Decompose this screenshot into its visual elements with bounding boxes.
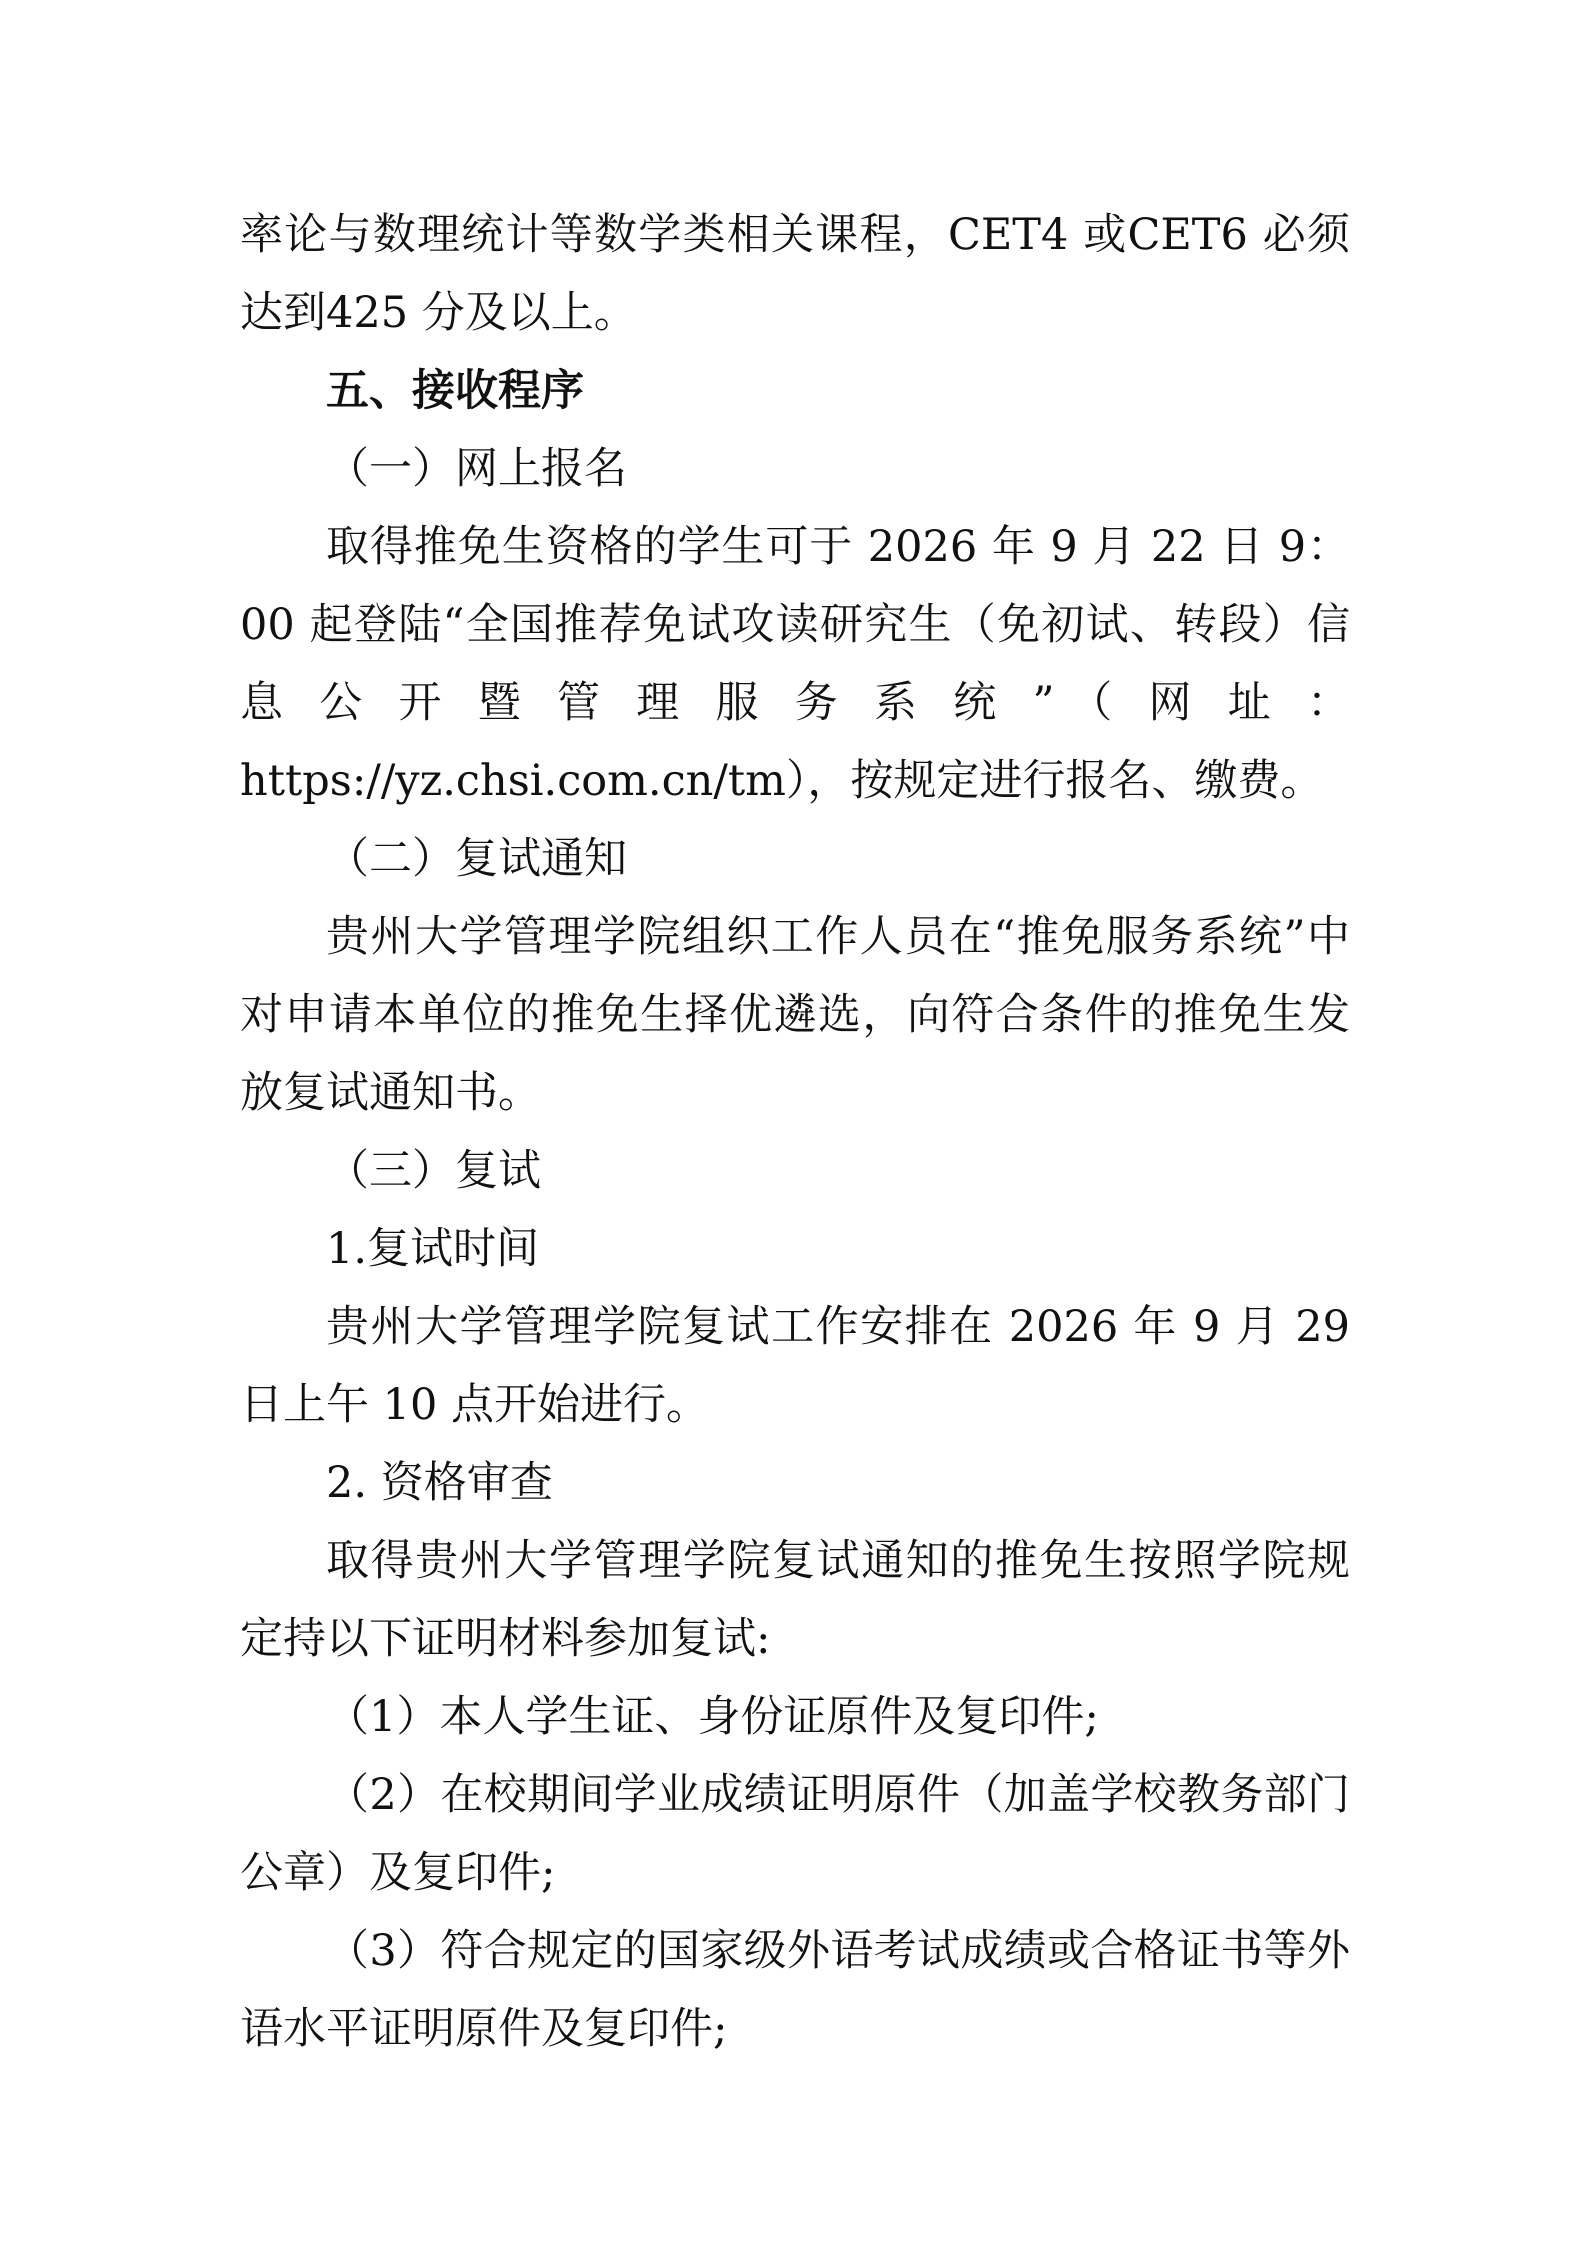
subheading-retest: （三）复试 — [326, 1146, 541, 1196]
document-body — [240, 196, 1350, 2068]
section-heading-admission-procedure: 五、接收程序 — [326, 366, 584, 416]
subheading-online-registration: （一）网上报名 — [326, 444, 627, 494]
subheading-qualification-review: 2. 资格审查 — [326, 1458, 553, 1508]
paragraph-course-requirements: 率论与数理统计等数学类相关课程，CET4 或CET6 必须达到425 分及以上。 — [240, 210, 1350, 338]
paragraph-retest-notice-details: 贵州大学管理学院组织工作人员在“推免服务系统”中对申请本单位的推免生择优遴选，向符合条件的推免生发放复试通知书。 — [240, 912, 1350, 1118]
subheading-retest-time: 1.复试时间 — [326, 1224, 540, 1274]
list-item-language-certificate: （3）符合规定的国家级外语考试成绩或合格证书等外语水平证明原件及复印件; — [240, 1926, 1350, 2054]
list-item-student-id: （1）本人学生证、身份证原件及复印件; — [326, 1692, 1099, 1742]
list-item-transcript: （2）在校期间学业成绩证明原件（加盖学校教务部门公章）及复印件; — [240, 1770, 1350, 1898]
paragraph-qualification-review-details: 取得贵州大学管理学院复试通知的推免生按照学院规定持以下证明材料参加复试: — [240, 1536, 1350, 1664]
subheading-retest-notice: （二）复试通知 — [326, 834, 627, 884]
paragraph-retest-time-details: 贵州大学管理学院复试工作安排在 2026 年 9 月 29 日上午 10 点开始进行。 — [240, 1302, 1350, 1430]
paragraph-registration-details: 取得推免生资格的学生可于 2026 年 9 月 22 日 9：00 起登陆“全国推荐免试攻读研究生（免初试、转段）信息公开暨管理服务系统”（网址：https://yz.chsi.com.cn/tm），按规定进行报名、缴费。 — [240, 522, 1350, 806]
